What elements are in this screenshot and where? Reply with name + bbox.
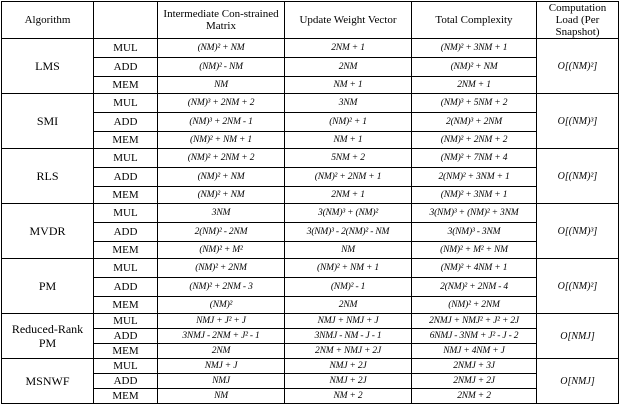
algorithm-name: Reduced-Rank PM [2,314,94,359]
total-cost: (NM)² + 3NM + 1 [412,187,537,204]
operation-type: MUL [94,314,158,329]
total-cost: (NM)² + M² + NM [412,242,537,259]
complexity-table [1,1,619,404]
operation-type: MUL [94,94,158,113]
table-row [2,77,619,94]
matrix-cost: (NM)² [158,297,285,314]
operation-type: MUL [94,149,158,168]
operation-type: MEM [94,187,158,204]
total-cost: (NM)² + 2NM + 2 [412,132,537,149]
operation-type: MEM [94,344,158,359]
computation-load: O[(NM)²] [537,149,619,204]
matrix-cost: (NM)² - NM [158,58,285,77]
matrix-cost: NMJ + J [158,359,285,374]
matrix-cost: (NM)³ + 2NM - 1 [158,113,285,132]
operation-type: MUL [94,259,158,278]
table-row [2,204,619,223]
vector-cost: NMJ + 2J [285,374,412,389]
header-total: Total Complexity [412,2,537,39]
table-row [2,389,619,404]
vector-cost: (NM)² + 1 [285,113,412,132]
matrix-cost: (NM)² + NM [158,187,285,204]
matrix-cost: NM [158,389,285,404]
total-cost: 3(NM)³ - 3NM [412,223,537,242]
matrix-cost: (NM)² + NM [158,39,285,58]
operation-type: MEM [94,389,158,404]
operation-type: ADD [94,168,158,187]
operation-type: ADD [94,374,158,389]
total-cost: 2(NM)³ + 2NM [412,113,537,132]
operation-type: ADD [94,223,158,242]
matrix-cost: 3NM [158,204,285,223]
vector-cost: 3NM [285,94,412,113]
matrix-cost: NMJ + J² + J [158,314,285,329]
table-row [2,187,619,204]
operation-type: ADD [94,278,158,297]
computation-load: O[NMJ] [537,314,619,359]
algorithm-name: MVDR [2,204,94,259]
table-row [2,242,619,259]
total-cost: 2NMJ + 3J [412,359,537,374]
vector-cost: 2NM [285,58,412,77]
algorithm-name: LMS [2,39,94,94]
operation-type: MUL [94,39,158,58]
vector-cost: 2NM [285,297,412,314]
matrix-cost: (NM)² + 2NM [158,259,285,278]
matrix-cost: (NM)² + 2NM + 2 [158,149,285,168]
matrix-cost: (NM)² + NM [158,168,285,187]
total-cost: 2NMJ + 2J [412,374,537,389]
table-row [2,58,619,77]
vector-cost: NM + 2 [285,389,412,404]
computation-load: O[NMJ] [537,359,619,404]
vector-cost: 3(NM)³ - 2(NM)² - NM [285,223,412,242]
algorithm-name: RLS [2,149,94,204]
computation-load: O[(NM)³] [537,204,619,259]
vector-cost: NMJ + 2J [285,359,412,374]
total-cost: (NM)² + 2NM [412,297,537,314]
matrix-cost: 3NMJ - 2NM + J² - 1 [158,329,285,344]
matrix-cost: 2NM [158,344,285,359]
header-op [94,2,158,39]
vector-cost: (NM)² + NM + 1 [285,259,412,278]
total-cost: 3(NM)³ + (NM)² + 3NM [412,204,537,223]
algorithm-name: PM [2,259,94,314]
operation-type: MEM [94,132,158,149]
vector-cost: NM + 1 [285,77,412,94]
vector-cost: 5NM + 2 [285,149,412,168]
vector-cost: 2NM + 1 [285,187,412,204]
total-cost: 2NM + 1 [412,77,537,94]
matrix-cost: (NM)² + 2NM - 3 [158,278,285,297]
header-load: Computation Load (Per Snapshot) [537,2,619,39]
operation-type: ADD [94,329,158,344]
header-vector: Update Weight Vector [285,2,412,39]
total-cost: 6NMJ - 3NM + J² - J - 2 [412,329,537,344]
vector-cost: (NM)² - 1 [285,278,412,297]
matrix-cost: NM [158,77,285,94]
total-cost: 2NMJ + NMJ² + J² + 2J [412,314,537,329]
total-cost: NMJ + 4NM + J [412,344,537,359]
matrix-cost: (NM)² + M² [158,242,285,259]
table-row [2,94,619,113]
operation-type: MEM [94,242,158,259]
table-row [2,359,619,374]
table-row [2,259,619,278]
total-cost: (NM)² + NM [412,58,537,77]
total-cost: 2NM + 2 [412,389,537,404]
operation-type: ADD [94,58,158,77]
operation-type: MUL [94,204,158,223]
header-matrix: Intermediate Con-strained Matrix [158,2,285,39]
matrix-cost: 2(NM)² - 2NM [158,223,285,242]
total-cost: (NM)² + 4NM + 1 [412,259,537,278]
vector-cost: 3(NM)³ + (NM)² [285,204,412,223]
matrix-cost: NMJ [158,374,285,389]
matrix-cost: (NM)³ + 2NM + 2 [158,94,285,113]
table-row [2,39,619,58]
computation-load: O[(NM)³] [537,94,619,149]
table-row [2,149,619,168]
total-cost: 2(NM)² + 2NM - 4 [412,278,537,297]
table-row [2,344,619,359]
total-cost: (NM)² + 3NM + 1 [412,39,537,58]
vector-cost: 3NMJ - NM - J - 1 [285,329,412,344]
vector-cost: 2NM + NMJ + 2J [285,344,412,359]
algorithm-name: MSNWF [2,359,94,404]
vector-cost: (NM)² + 2NM + 1 [285,168,412,187]
table-row [2,113,619,132]
total-cost: (NM)² + 7NM + 4 [412,149,537,168]
vector-cost: NMJ + NMJ + J [285,314,412,329]
vector-cost: 2NM + 1 [285,39,412,58]
total-cost: 2(NM)² + 3NM + 1 [412,168,537,187]
algorithm-name: SMI [2,94,94,149]
table-row [2,297,619,314]
table-row [2,278,619,297]
table-body [2,39,619,404]
vector-cost: NM [285,242,412,259]
table-row [2,329,619,344]
operation-type: MEM [94,77,158,94]
header-algorithm: Algorithm [2,2,94,39]
table-row [2,374,619,389]
matrix-cost: (NM)² + NM + 1 [158,132,285,149]
header-row [2,2,619,39]
operation-type: MUL [94,359,158,374]
table-row [2,168,619,187]
total-cost: (NM)³ + 5NM + 2 [412,94,537,113]
computation-load: O[(NM)²] [537,39,619,94]
vector-cost: NM + 1 [285,132,412,149]
table-row [2,314,619,329]
operation-type: ADD [94,113,158,132]
operation-type: MEM [94,297,158,314]
table-row [2,132,619,149]
table-row [2,223,619,242]
computation-load: O[(NM)²] [537,259,619,314]
